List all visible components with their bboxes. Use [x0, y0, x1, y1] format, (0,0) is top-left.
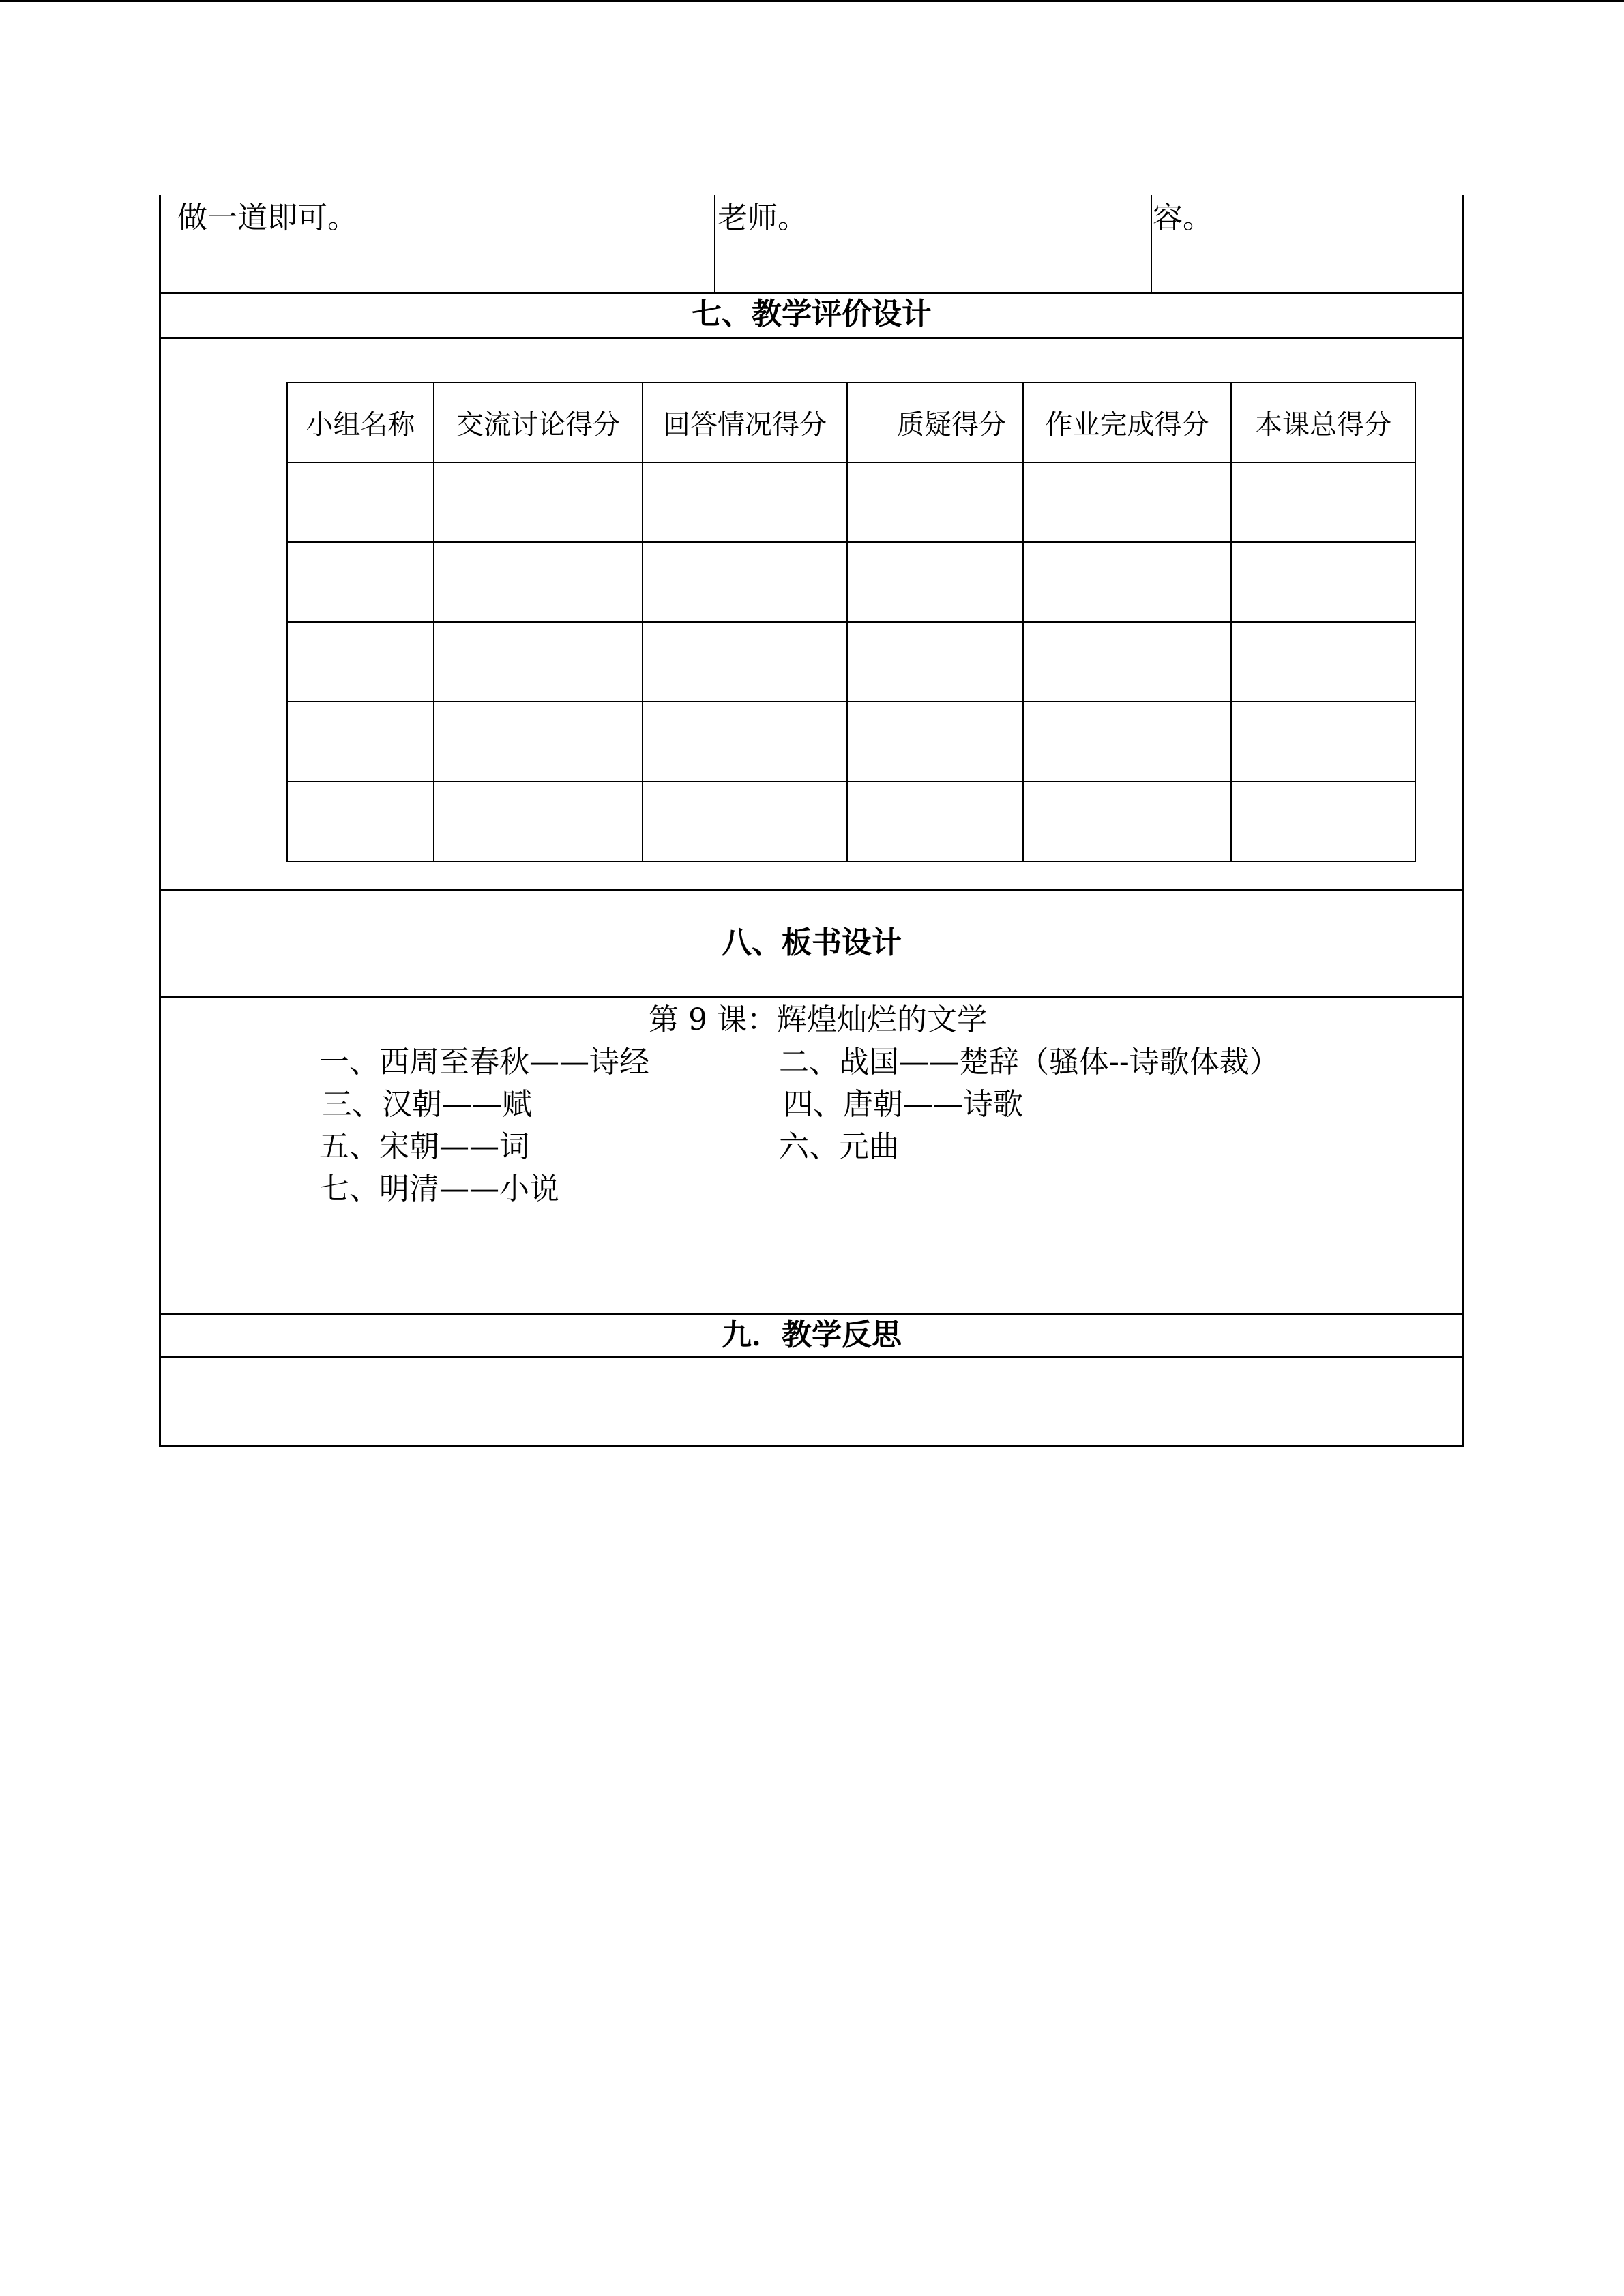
divider-after-section9-title — [161, 1356, 1462, 1358]
table-cell — [1023, 702, 1231, 781]
table-cell — [1023, 542, 1231, 622]
header-answer-score: 回答情况得分 — [643, 383, 847, 462]
table-cell — [1231, 462, 1415, 542]
table-cell — [287, 781, 434, 861]
page-top-border — [0, 0, 1624, 2]
board-title: 第 9 课：辉煌灿烂的文学 — [649, 1002, 987, 1037]
table-cell — [643, 622, 847, 702]
table-cell — [1231, 622, 1415, 702]
header-question-score: 质疑得分 — [847, 383, 1023, 462]
table-cell — [1023, 622, 1231, 702]
table-cell — [847, 702, 1023, 781]
table-cell — [1231, 781, 1415, 861]
divider-after-section8-title — [161, 996, 1462, 998]
board-item: 六、元曲 — [779, 1129, 899, 1164]
lesson-plan-table — [159, 195, 1464, 1447]
table-cell — [643, 781, 847, 861]
table-cell — [287, 702, 434, 781]
top-row-cell-2: 老师。 — [718, 200, 808, 235]
table-cell — [1231, 702, 1415, 781]
table-row — [287, 542, 1415, 622]
section8-title: 八、板书设计 — [722, 925, 902, 960]
header-discussion-score: 交流讨论得分 — [434, 383, 643, 462]
table-cell — [1023, 781, 1231, 861]
top-row-cell-1: 做一道即可。 — [177, 200, 357, 235]
section9-title: 九．教学反思 — [722, 1317, 902, 1352]
divider-before-section7 — [161, 292, 1462, 294]
table-cell — [434, 781, 643, 861]
top-row-cell-3: 容。 — [1153, 200, 1213, 235]
board-item: 四、唐朝——诗歌 — [783, 1087, 1023, 1122]
table-cell — [434, 462, 643, 542]
table-cell — [847, 622, 1023, 702]
divider-after-section7-title — [161, 337, 1462, 339]
table-cell — [643, 542, 847, 622]
header-group-name: 小组名称 — [287, 383, 434, 462]
header-total-score: 本课总得分 — [1231, 383, 1415, 462]
table-cell — [434, 622, 643, 702]
table-cell — [434, 702, 643, 781]
table-cell — [847, 462, 1023, 542]
evaluation-table-header-row — [287, 383, 1415, 462]
top-row-divider-1 — [714, 195, 715, 292]
table-row — [287, 462, 1415, 542]
table-cell — [643, 462, 847, 542]
table-cell — [434, 542, 643, 622]
top-row-divider-2 — [1151, 195, 1152, 292]
table-cell — [847, 542, 1023, 622]
board-item: 七、明清——小说 — [319, 1172, 559, 1206]
board-item: 三、汉朝——赋 — [322, 1087, 532, 1122]
table-cell — [1231, 542, 1415, 622]
evaluation-table — [286, 382, 1416, 862]
table-cell — [287, 622, 434, 702]
table-cell — [1023, 462, 1231, 542]
board-item: 二、战国——楚辞（骚体--诗歌体裁） — [779, 1045, 1280, 1079]
header-homework-score: 作业完成得分 — [1023, 383, 1231, 462]
board-item: 五、宋朝——词 — [319, 1129, 529, 1164]
table-cell — [287, 542, 434, 622]
table-row — [287, 622, 1415, 702]
section7-title: 七、教学评价设计 — [692, 297, 932, 331]
board-item: 一、西周至春秋——诗经 — [319, 1045, 649, 1079]
table-cell — [287, 462, 434, 542]
table-cell — [643, 702, 847, 781]
table-cell — [847, 781, 1023, 861]
table-row — [287, 702, 1415, 781]
table-row — [287, 781, 1415, 861]
